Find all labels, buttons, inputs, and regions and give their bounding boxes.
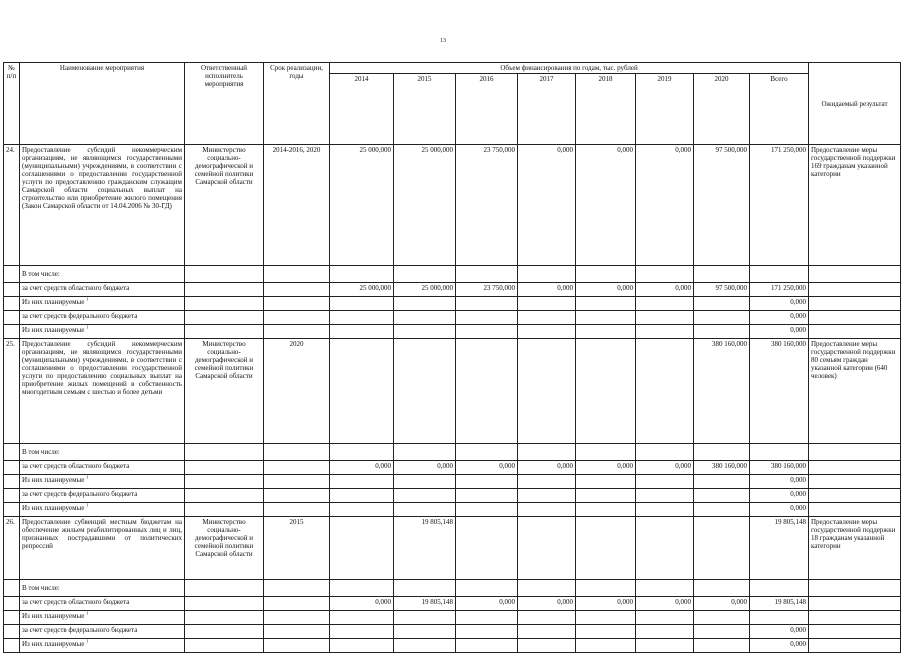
empty-cell [185,297,264,311]
empty-cell [264,283,330,297]
source-label [20,325,185,339]
financing-value: 23 750,000 [456,283,518,297]
empty-cell [809,461,901,475]
financing-value [636,311,694,325]
empty-cell [185,611,264,625]
financing-value: 97 500,000 [694,283,750,297]
financing-value: 25 000,000 [394,283,456,297]
financing-value [330,339,394,444]
financing-value [518,503,576,517]
row-number-empty [4,625,20,639]
financing-value: 0,000 [456,461,518,475]
source-label [20,283,185,297]
financing-value: 0,000 [576,597,636,611]
empty-cell [264,580,330,597]
empty-cell [694,266,750,283]
row-number-empty [4,611,20,625]
expected-result: Предоставление меры государственной поддержки 18 гражданам указанной категории [809,517,901,580]
footnote-mark: 1 [86,296,89,302]
financing-value: 380 160,000 [750,339,809,444]
table-row [4,266,901,283]
footnote-mark: 1 [86,502,89,508]
empty-cell [809,311,901,325]
source-label-text: Из них планируемые [22,612,85,621]
financing-value: 19 805,148 [394,517,456,580]
financing-value [636,339,694,444]
empty-cell [264,489,330,503]
row-number-empty [4,580,20,597]
row-number-empty [4,639,20,653]
financing-value [576,311,636,325]
financing-value [456,339,518,444]
financing-value: 0,000 [750,311,809,325]
financing-value [456,503,518,517]
financing-value [518,611,576,625]
empty-cell [750,580,809,597]
source-label-text: за счет средств областного бюджета [22,598,130,607]
financing-value [518,325,576,339]
source-label-text: Из них планируемые [22,476,85,485]
financing-value [456,325,518,339]
financing-value: 0,000 [636,461,694,475]
empty-cell [264,311,330,325]
financing-value: 0,000 [750,503,809,517]
financing-value: 0,000 [750,639,809,653]
empty-cell [264,503,330,517]
empty-cell [636,266,694,283]
expected-result: Предоставление меры государственной поддержки 80 семьям граждан указанной категории (640 человек) [809,339,901,444]
source-label [20,297,185,311]
empty-cell [185,625,264,639]
financing-value [394,625,456,639]
financing-value: 0,000 [750,625,809,639]
empty-cell [264,297,330,311]
empty-cell [809,639,901,653]
financing-value: 25 000,000 [330,283,394,297]
expected-result: Предоставление меры государственной поддержки 169 гражданам указанной категории [809,145,901,266]
financing-value: 0,000 [576,145,636,266]
empty-cell [518,580,576,597]
row-number-empty [4,266,20,283]
financing-value [456,311,518,325]
empty-cell [264,639,330,653]
sub-intro: В том числе: [20,580,185,597]
empty-cell [809,283,901,297]
financing-value: 171 250,000 [750,145,809,266]
source-label-text: за счет средств областного бюджета [22,284,130,293]
financing-value: 0,000 [576,283,636,297]
source-label [20,611,185,625]
source-label [20,625,185,639]
financing-value: 0,000 [330,461,394,475]
financing-value [330,517,394,580]
row-number-empty [4,597,20,611]
financing-value [694,325,750,339]
financing-value [330,489,394,503]
financing-value [456,297,518,311]
row-number: 25. [4,339,20,444]
header-total: Всего [750,74,809,145]
financing-value [330,297,394,311]
financing-value: 380 160,000 [694,339,750,444]
table-row [4,580,901,597]
financing-value [456,517,518,580]
empty-cell [394,444,456,461]
financing-value: 0,000 [750,297,809,311]
financing-value [576,489,636,503]
financing-value: 0,000 [518,145,576,266]
footnote-mark: 1 [86,610,89,616]
financing-value [518,639,576,653]
empty-cell [185,266,264,283]
financing-value [456,475,518,489]
implementation-term: 2014-2016, 2020 [264,145,330,266]
financing-value: 0,000 [576,461,636,475]
empty-cell [576,444,636,461]
footnote-mark: 1 [86,324,89,330]
row-number-empty [4,503,20,517]
empty-cell [694,580,750,597]
table-row [4,444,901,461]
financing-value [518,311,576,325]
empty-cell [185,489,264,503]
activity-name: Предоставление субсидий некоммерческим организациям, не являющимся государственными (муниципальными) учреждениями, в соответствии с соглашениями о предоставлении государственной услуги по предоставлению гражданским служащим Самарской области социальных выплат на строительство или приобретение жилого помещения (Закон Самарской области от 14.04.2006 № 30-ГД) [20,145,185,266]
financing-value [330,625,394,639]
table-row [4,517,901,580]
empty-cell [264,597,330,611]
header-year: 2014 [330,74,394,145]
financing-value: 0,000 [636,283,694,297]
financing-value [394,325,456,339]
empty-cell [264,266,330,283]
financing-value: 0,000 [636,597,694,611]
row-number: 26. [4,517,20,580]
financing-value: 19 805,148 [750,517,809,580]
empty-cell [809,489,901,503]
row-number-empty [4,461,20,475]
row-number: 24. [4,145,20,266]
empty-cell [185,325,264,339]
financing-value: 25 000,000 [330,145,394,266]
financing-value [576,625,636,639]
financing-value [330,639,394,653]
financing-value [518,517,576,580]
financing-value [636,517,694,580]
header-year: 2018 [576,74,636,145]
source-label [20,639,185,653]
table-row [4,597,901,611]
empty-cell [456,444,518,461]
financing-value: 0,000 [518,283,576,297]
financing-value [394,339,456,444]
source-label-text: за счет средств областного бюджета [22,462,130,471]
financing-value [694,311,750,325]
table-row [4,489,901,503]
financing-value [576,297,636,311]
activity-name: Предоставление субвенций местным бюджетам на обеспечение жильем реабилитированных лиц и лиц, признанных пострадавшими от политических репрессий [20,517,185,580]
financing-value [456,489,518,503]
source-label [20,475,185,489]
table-row [4,461,901,475]
empty-cell [518,266,576,283]
empty-cell [185,461,264,475]
empty-cell [576,580,636,597]
empty-cell [185,580,264,597]
header-year: 2016 [456,74,518,145]
row-number-empty [4,311,20,325]
financing-value: 19 805,148 [394,597,456,611]
empty-cell [264,625,330,639]
empty-cell [330,580,394,597]
financing-value [694,639,750,653]
financing-value [636,489,694,503]
source-label [20,311,185,325]
table-row [4,145,901,266]
empty-cell [694,444,750,461]
source-label-text: Из них планируемые [22,298,85,307]
source-label-text: за счет средств федерального бюджета [22,312,138,321]
financing-value [694,503,750,517]
financing-value: 0,000 [636,145,694,266]
financing-value [636,625,694,639]
empty-cell [264,611,330,625]
empty-cell [518,444,576,461]
empty-cell [750,444,809,461]
financing-value [330,325,394,339]
row-number-empty [4,297,20,311]
empty-cell [456,266,518,283]
table-row [4,297,901,311]
financing-value [576,503,636,517]
header-year: 2019 [636,74,694,145]
row-number-empty [4,283,20,297]
financing-value [394,489,456,503]
financing-value: 0,000 [330,597,394,611]
header-result: Ожидаемый результат [809,63,901,145]
financing-value [518,339,576,444]
financing-value [576,611,636,625]
source-label-text: за счет средств федерального бюджета [22,626,138,635]
row-number-empty [4,444,20,461]
financing-value [636,297,694,311]
table-row [4,325,901,339]
financing-value [636,503,694,517]
financing-value [694,297,750,311]
financing-value [330,503,394,517]
source-label-text: Из них планируемые [22,640,85,649]
financing-value [694,489,750,503]
financing-value [576,639,636,653]
table-row [4,639,901,653]
activity-name: Предоставление субсидий некоммерческим организациям, не являющимся государственными (муниципальными) учреждениями, в соответствии с соглашениями о предоставлении государственной услуги по предоставлению социальных выплат на приобретение жилых помещений в собственность многодетным семьям с шестью и более детьми [20,339,185,444]
header-name: Наименование мероприятия [20,63,185,145]
financing-value [394,311,456,325]
footnote-mark: 1 [86,638,89,644]
empty-cell [576,266,636,283]
table-row [4,311,901,325]
financing-value [456,639,518,653]
financing-value [330,311,394,325]
program-table [3,62,901,653]
page-number: 13 [440,38,446,44]
financing-value [394,297,456,311]
financing-value [636,611,694,625]
source-label-text: Из них планируемые [22,504,85,513]
financing-value: 0,000 [394,461,456,475]
financing-value: 0,000 [518,461,576,475]
financing-value: 0,000 [456,597,518,611]
source-label [20,461,185,475]
header-row [4,63,901,74]
source-label [20,489,185,503]
financing-value [636,475,694,489]
empty-cell [185,444,264,461]
financing-value [750,611,809,625]
financing-value [576,475,636,489]
empty-cell [809,503,901,517]
financing-value [394,639,456,653]
source-label-text: Из них планируемые [22,326,85,335]
empty-cell [636,580,694,597]
financing-value [456,625,518,639]
source-label [20,503,185,517]
empty-cell [185,283,264,297]
financing-value [576,325,636,339]
table-row [4,625,901,639]
financing-value [456,611,518,625]
financing-value [394,475,456,489]
financing-value: 25 000,000 [394,145,456,266]
financing-value [518,297,576,311]
empty-cell [185,597,264,611]
header-term: Срок реализации, годы [264,63,330,145]
financing-value: 380 160,000 [694,461,750,475]
empty-cell [809,580,901,597]
financing-value: 19 805,148 [750,597,809,611]
financing-value: 380 160,000 [750,461,809,475]
financing-value: 0,000 [694,597,750,611]
empty-cell [809,444,901,461]
empty-cell [809,475,901,489]
empty-cell [264,325,330,339]
row-number-empty [4,489,20,503]
implementation-term: 2020 [264,339,330,444]
empty-cell [185,503,264,517]
empty-cell [264,475,330,489]
table-row [4,503,901,517]
financing-value: 0,000 [750,489,809,503]
empty-cell [809,325,901,339]
responsible-executor: Министерство социально-демографической и семейной политики Самарской области [185,145,264,266]
header-year: 2015 [394,74,456,145]
row-number-empty [4,475,20,489]
empty-cell [809,266,901,283]
financing-value: 0,000 [750,325,809,339]
footnote-mark: 1 [86,474,89,480]
source-label-text: за счет средств федерального бюджета [22,490,138,499]
financing-value [694,625,750,639]
financing-value [518,625,576,639]
financing-value [636,639,694,653]
empty-cell [809,297,901,311]
empty-cell [456,580,518,597]
financing-value: 97 500,000 [694,145,750,266]
empty-cell [809,625,901,639]
empty-cell [185,475,264,489]
implementation-term: 2015 [264,517,330,580]
financing-value [518,489,576,503]
financing-value [694,517,750,580]
financing-value [576,517,636,580]
empty-cell [809,611,901,625]
empty-cell [264,461,330,475]
table-row [4,339,901,444]
sub-intro: В том числе: [20,266,185,283]
header-year: 2017 [518,74,576,145]
sub-intro: В том числе: [20,444,185,461]
empty-cell [264,444,330,461]
financing-value [694,475,750,489]
table-row [4,611,901,625]
header-year: 2020 [694,74,750,145]
financing-value [330,611,394,625]
financing-value [694,611,750,625]
financing-value: 0,000 [518,597,576,611]
header-financing: Объем финансирования по годам, тыс. рублей [330,63,809,74]
financing-value [394,503,456,517]
financing-value: 171 250,000 [750,283,809,297]
row-number-empty [4,325,20,339]
empty-cell [636,444,694,461]
source-label [20,597,185,611]
empty-cell [750,266,809,283]
financing-value [330,475,394,489]
table-row [4,283,901,297]
financing-value [636,325,694,339]
financing-value: 23 750,000 [456,145,518,266]
empty-cell [809,597,901,611]
financing-value [394,611,456,625]
empty-cell [185,311,264,325]
empty-cell [394,580,456,597]
responsible-executor: Министерство социально-демографической и семейной политики Самарской области [185,517,264,580]
financing-value: 0,000 [750,475,809,489]
header-no: № п/п [4,63,20,145]
table-row [4,475,901,489]
empty-cell [394,266,456,283]
empty-cell [330,444,394,461]
responsible-executor: Министерство социально-демографической и семейной политики Самарской области [185,339,264,444]
financing-value [518,475,576,489]
header-responsible: Ответственный исполнитель мероприятия [185,63,264,145]
financing-value [576,339,636,444]
empty-cell [185,639,264,653]
empty-cell [330,266,394,283]
